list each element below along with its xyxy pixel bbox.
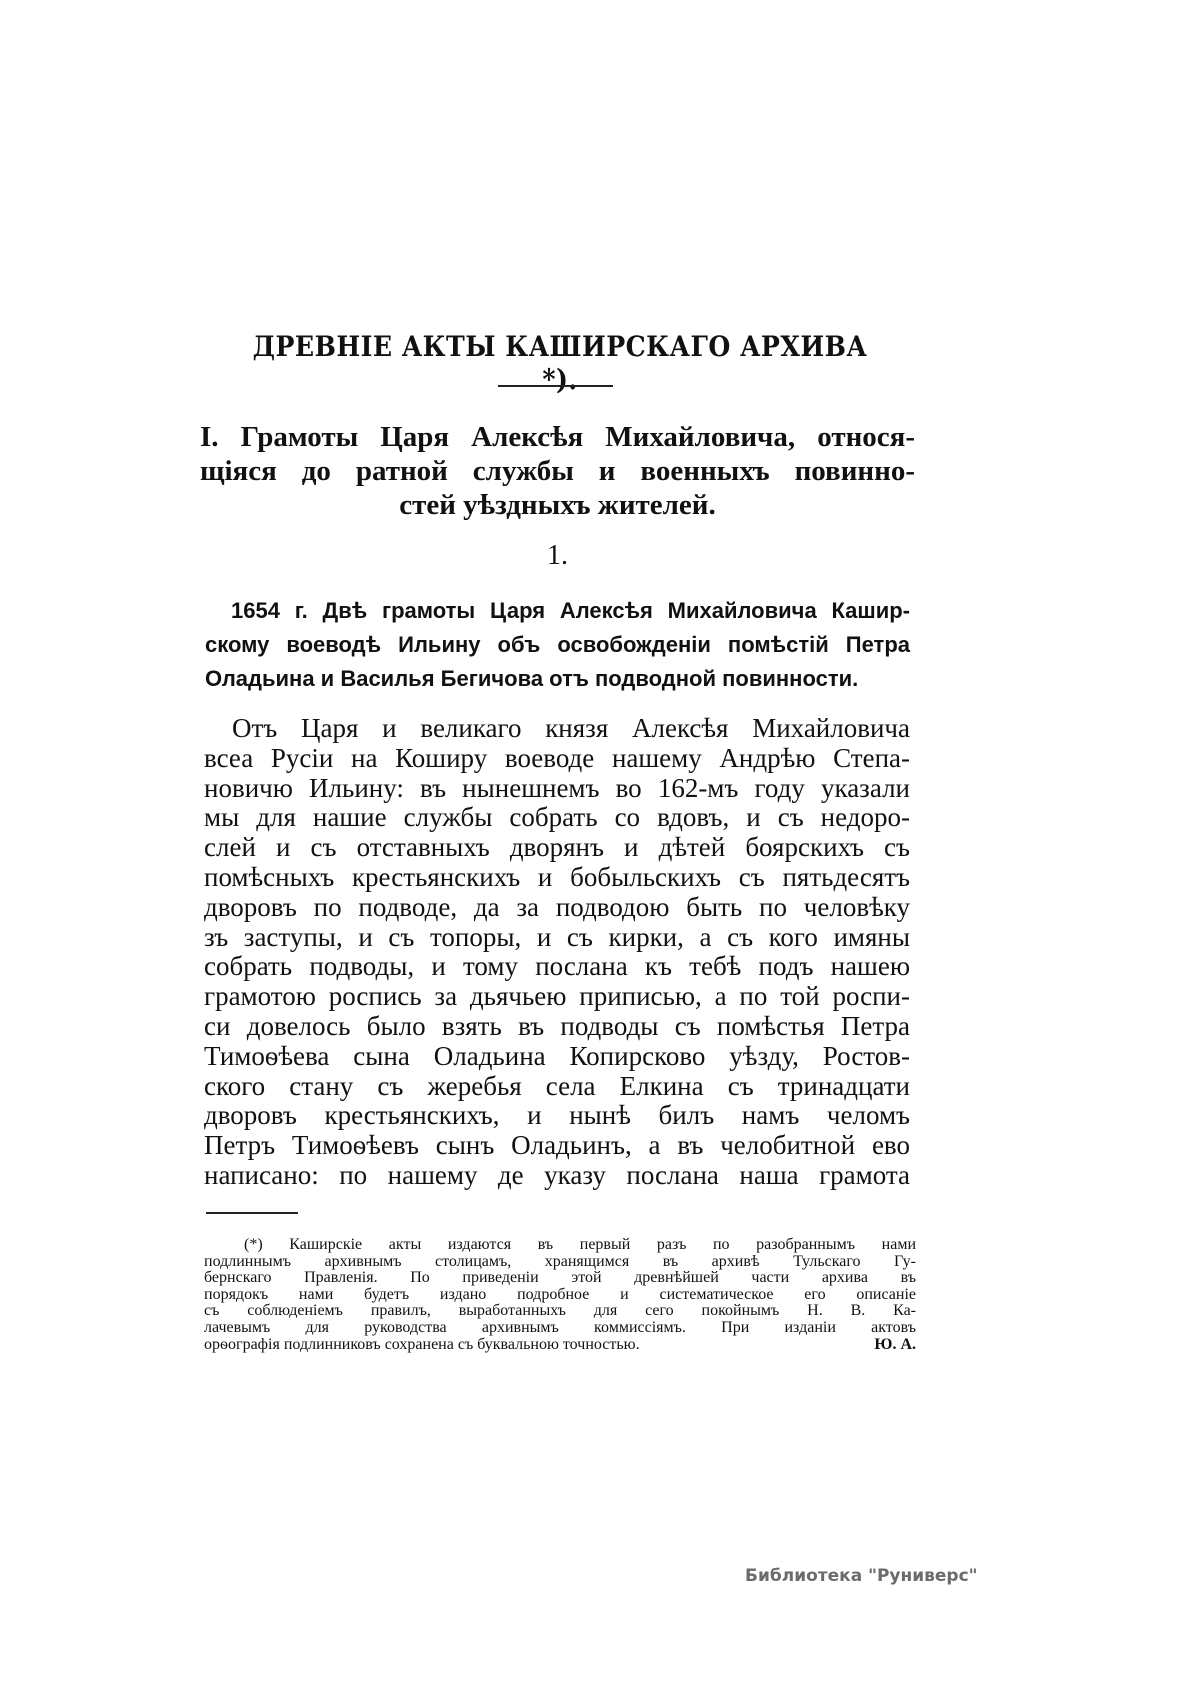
body-line: всеа Русіи на Коширу воеводе нашему Андрѣю Степа- [204, 742, 910, 773]
section-title-line: щіяся до ратной службы и военныхъ повинно- [200, 455, 915, 487]
section-title-line: I. Грамоты Царя Алексѣя Михайловича, относя- [200, 421, 915, 453]
footnote-line: бернскаго Правленія. По приведеніи этой древнѣйшей части архива въ [204, 1269, 916, 1287]
footnote-line: подлиннымъ архивнымъ столицамъ, хранящимся въ архивѣ Тульскаго Гу- [204, 1252, 916, 1270]
body-line: зъ заступы, и съ топоры, и съ кирки, а съ кого имяны [204, 921, 910, 952]
library-watermark: Библиотека "Руниверс" [745, 1566, 978, 1586]
title-divider [498, 385, 613, 387]
body-line: дворовъ по подводе, да за подводою быть по человѣку [204, 891, 910, 922]
body-line: грамотою роспись за дьячьею приписью, а по той роспи- [204, 981, 910, 1012]
body-line: Отъ Царя и великаго князя Алексѣя Михайловича [232, 713, 910, 743]
body-line: си довелось было взять въ подводы съ помѣстья Петра [204, 1010, 910, 1041]
section-title [200, 420, 915, 522]
body-line: новичю Ильину: въ нынешнемъ во 162-мъ году указали [204, 772, 910, 803]
body-line: мы для нашие службы собрать со вдовъ, и съ недоро- [204, 802, 910, 833]
heading-line: скому воеводѣ Ильину объ освобожденіи помѣстій Петра [205, 632, 910, 657]
heading-line: Оладьина и Василья Бегичова отъ подводной повинности. [205, 666, 859, 691]
body-line: Петръ Тимоѳѣевъ сынъ Оладьинъ, а въ челобитной ево [204, 1130, 910, 1161]
heading-line: 1654 г. Двѣ грамоты Царя Алексѣя Михайловича Кашир- [231, 598, 910, 623]
footnote-line: (*) Каширскіе акты издаются въ первый разъ по разобраннымъ нами [244, 1236, 916, 1253]
body-line: ского стану съ жеребья села Елкина съ тринадцати [204, 1070, 910, 1101]
section-title-line: стей уѣздныхъ жителей. [399, 489, 716, 521]
document-number: 1. [547, 540, 568, 571]
body-text [204, 714, 910, 1191]
document-heading [205, 594, 910, 696]
footnote-last-line [204, 1337, 916, 1354]
footnote [204, 1237, 916, 1353]
footnote-line: орѳографія подлинниковъ сохранена съ буквальною точностью. [204, 1335, 640, 1353]
footnote-line: лачевымъ для руководства архивнымъ коммиссіямъ. При изданіи актовъ [204, 1318, 916, 1336]
body-line: Тимоѳѣева сына Оладьина Копирсково уѣзду, Ростов- [204, 1040, 910, 1071]
body-line: помѣсныхъ крестьянскихъ и бобыльскихъ съ пятьдесятъ [204, 861, 910, 892]
footnote-divider [206, 1212, 298, 1214]
footnote-line: порядокъ нами будетъ издано подробное и систематическое его описаніе [204, 1285, 916, 1303]
body-line: написано: по нашему де указу послана наша грамота [204, 1159, 910, 1190]
footnote-signature: Ю. А. [874, 1335, 916, 1353]
footnote-line: съ соблюденіемъ правилъ, выработанныхъ для сего покойнымъ Н. В. Ка- [204, 1302, 916, 1320]
body-line: дворовъ крестьянскихъ, и нынѣ билъ намъ челомъ [204, 1100, 910, 1131]
body-line: собрать подводы, и тому послана къ тебѣ подъ нашею [204, 951, 910, 982]
body-line: слей и съ отставныхъ дворянъ и дѣтей боярскихъ съ [204, 832, 910, 863]
page-title: ДРЕВНІЕ АКТЫ КАШИРСКАГО АРХИВА *). [252, 330, 868, 396]
